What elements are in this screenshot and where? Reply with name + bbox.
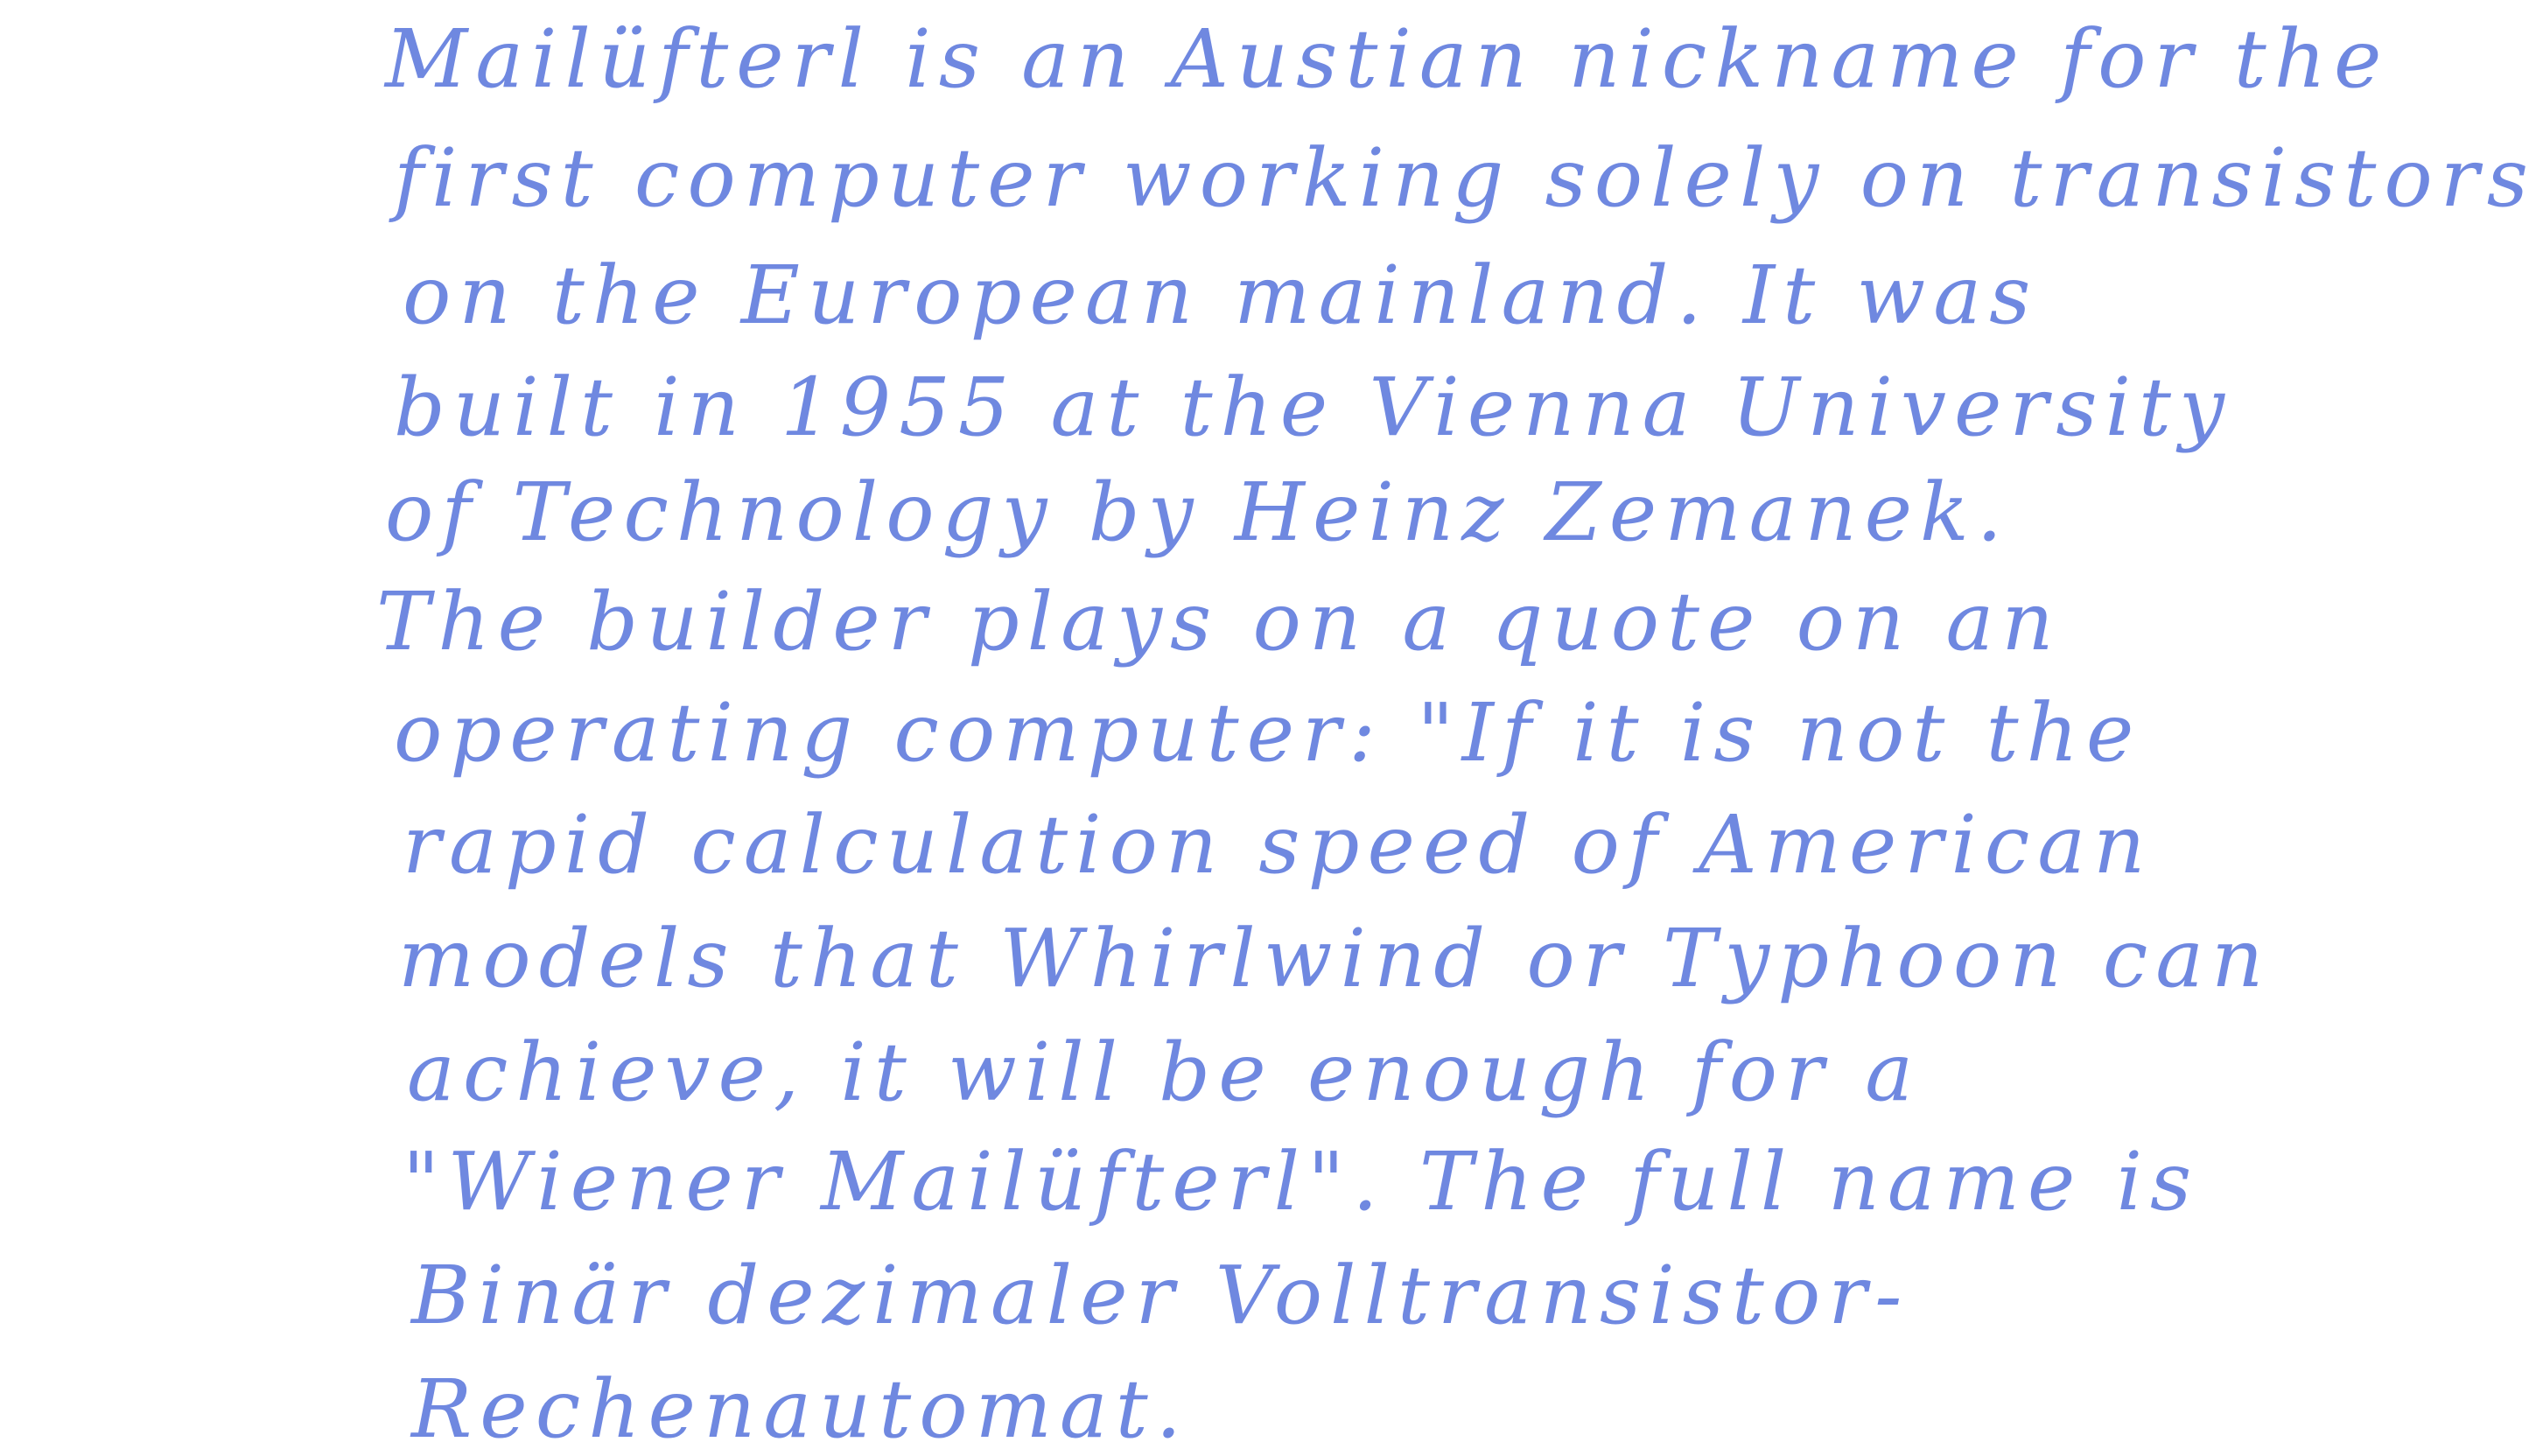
text-line: achieve, it will be enough for a — [407, 1026, 1922, 1119]
text-line: Binär dezimaler Volltransistor- — [411, 1249, 1910, 1342]
text-line: built in 1955 at the Vienna University — [394, 360, 2232, 454]
text-line: models that Whirlwind or Typhoon can — [398, 912, 2272, 1005]
text-line: on the European mainland. It was — [403, 248, 2039, 342]
text-line: Rechenautomat. — [411, 1362, 1189, 1456]
text-line: Mailüfterl is an Austian nickname for the — [385, 12, 2390, 106]
text-line: first computer working solely on transistors — [394, 131, 2536, 225]
text-line: of Technology by Heinz Zemanek. — [385, 466, 2011, 559]
text-line: rapid calculation speed of American — [403, 798, 2154, 892]
text-line: operating computer: "If it is not the — [394, 686, 2142, 780]
text-line: "Wiener Mailüfterl". The full name is — [403, 1135, 2200, 1228]
text-line: The builder plays on a quote on an — [376, 575, 2062, 668]
